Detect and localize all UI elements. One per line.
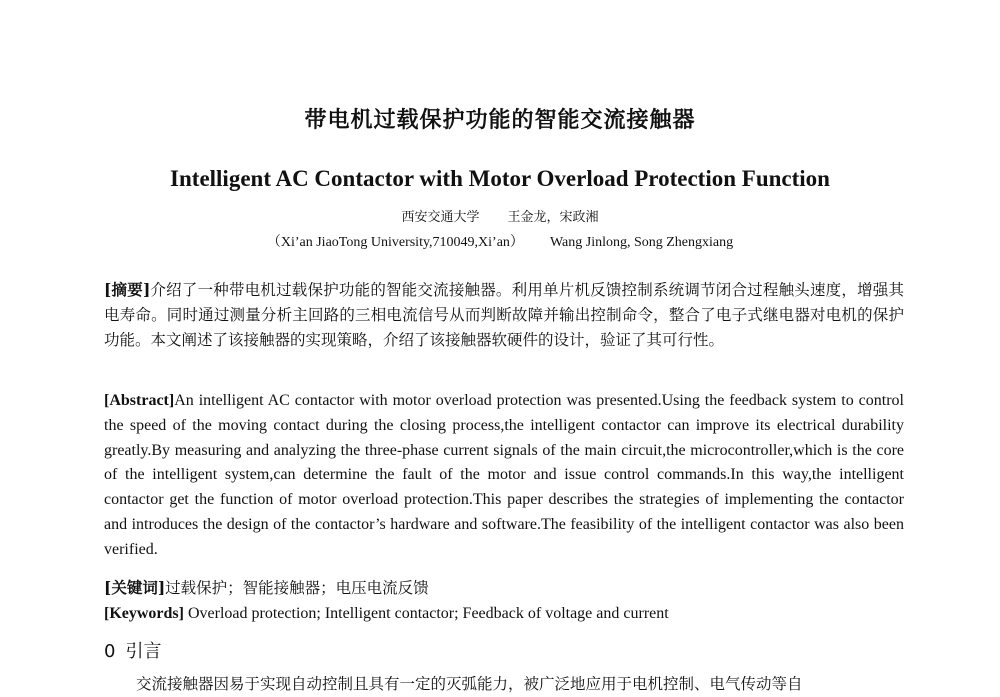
body-paragraph: 交流接触器因易于实现自动控制且具有一定的灭弧能力，被广泛地应用于电机控制、电气传动等自 [136, 675, 803, 693]
paper-title-chinese: 带电机过载保护功能的智能交流接触器 [304, 108, 696, 133]
keywords-english [104, 601, 904, 626]
abstract-label-chinese: [摘要] [104, 280, 151, 299]
abstract-label-english: [Abstract] [104, 392, 175, 409]
keywords-text-chinese: 过载保护；智能接触器；电压电流反馈 [165, 579, 429, 597]
authors-chinese [0, 208, 1000, 228]
keywords-label-english: [Keywords] [104, 605, 184, 622]
keywords-label-chinese: [关键词] [104, 578, 166, 597]
abstract-english [104, 389, 904, 563]
keywords-chinese [104, 575, 904, 601]
keywords-text-english: Overload protection; Intelligent contactor; Feedback of voltage and current [183, 605, 669, 622]
author-names-english: Wang Jinlong, Song Zhengxiang [549, 235, 734, 250]
paper-title-english: Intelligent AC Contactor with Motor Overload Protection Function [170, 166, 830, 191]
affiliation-chinese: 西安交通大学 [401, 210, 480, 225]
author-names-chinese: 王金龙，宋政湘 [507, 210, 599, 225]
affiliation-english: （Xi’an JiaoTong University,710049,Xi’an） [266, 235, 524, 250]
authors-english [0, 233, 1000, 253]
abstract-chinese [104, 277, 904, 353]
abstract-text-english: An intelligent AC contactor with motor overload protection was presented.Using the feedback system to control the speed of the moving contact during the closing process,the intelligent contactor can improve its electrical durability greatly.By measuring and analyzing the three-phase current signals of the main circuit,the microcontroller,which is the core of the intelligent system,can determine the fault of the motor and issue control commands.In this way,the intelligent contactor get the function of motor overload protection.This paper describes the strategies of implementing the contactor and introduces the design of the contactor’s hardware and software.The feasibility of the intelligent contactor was also been verified. [104, 392, 904, 558]
section-title: 引言 [125, 641, 162, 662]
abstract-text-chinese: 介绍了一种带电机过载保护功能的智能交流接触器。利用单片机反馈控制系统调节闭合过程触头速度，增强其电寿命。同时通过测量分析主回路的三相电流信号从而判断故障并输出控制命令，整合了电子式继电器对电机的保护功能。本文阐述了该接触器的实现策略，介绍了该接触器软硬件的设计，验证了其可行性。 [104, 281, 904, 349]
section-number: 0 [104, 641, 116, 662]
section-heading [104, 639, 904, 665]
